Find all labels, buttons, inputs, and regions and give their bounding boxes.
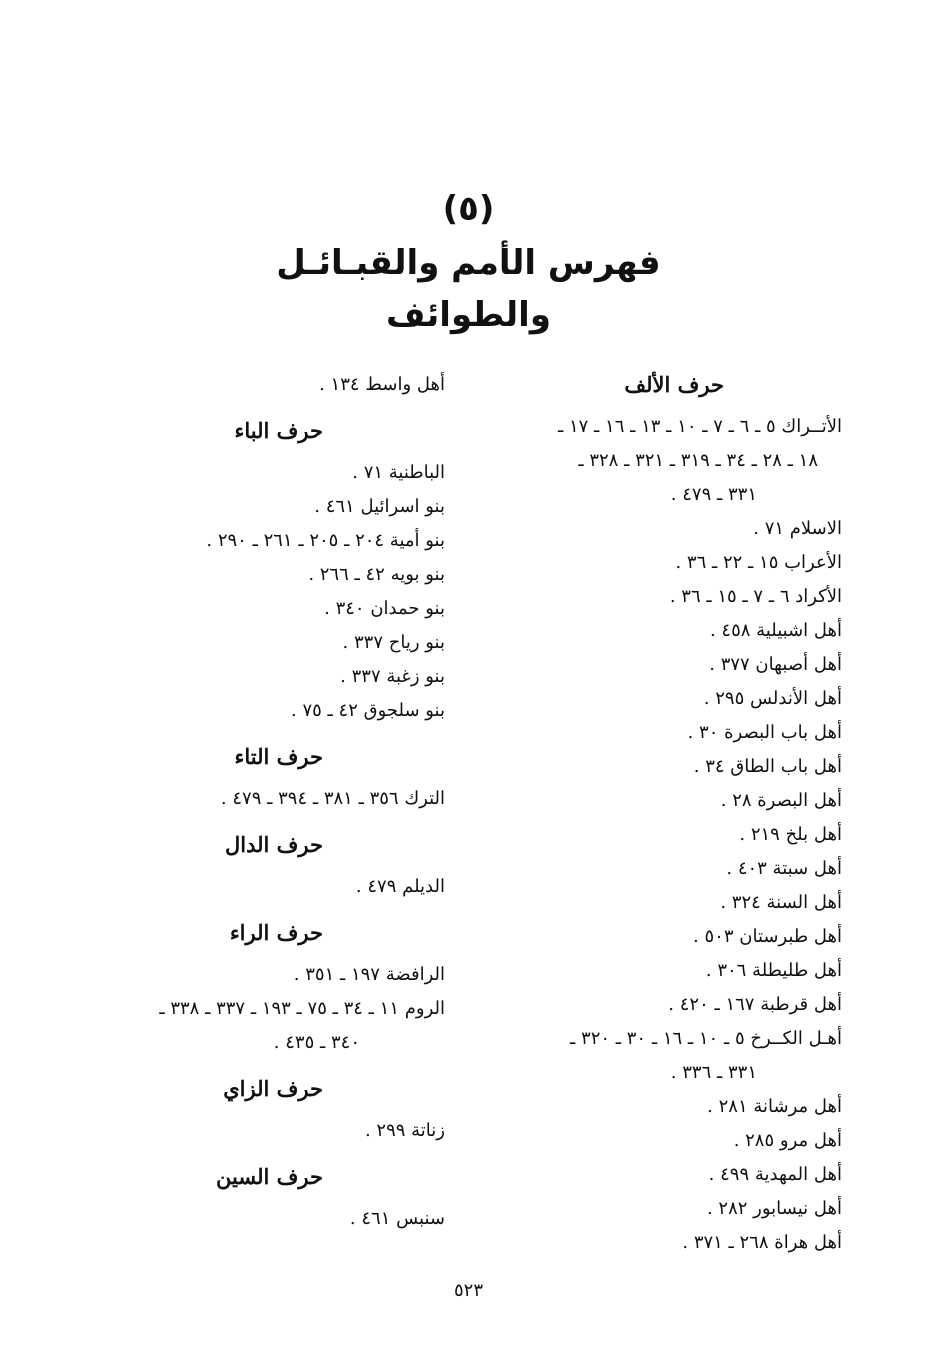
heading-gap <box>45 448 445 456</box>
heading-gap <box>45 774 445 782</box>
index-entry: أهل السنة ٣٢٤ . <box>720 892 842 913</box>
index-entry: زناتة ٢٩٩ . <box>364 1120 445 1141</box>
section-heading: حرف السين <box>216 1164 323 1189</box>
index-entry: أهل البصرة ٢٨ . <box>720 790 842 811</box>
index-entry: أهل واسط ١٣٤ . <box>319 374 445 395</box>
index-entry: أهل أصبهان ٣٧٧ . <box>709 654 842 675</box>
index-entry: أهل بلخ ٢١٩ . <box>739 824 842 845</box>
heading-gap <box>45 950 445 958</box>
index-entry: الأعراب ١٥ ـ ٢٢ ـ ٣٦ . <box>675 552 842 573</box>
index-entry: الباطنية ٧١ . <box>352 462 445 483</box>
heading-gap <box>482 402 842 410</box>
section-gap <box>45 728 445 740</box>
index-entry: أهل طليطلة ٣٠٦ . <box>705 960 842 981</box>
page-title-line-2: والطوائف <box>386 295 551 335</box>
index-entry: الروم ١١ ـ ٣٤ ـ ٧٥ ـ ١٩٣ ـ ٣٣٧ ـ ٣٣٨ ـ <box>159 998 445 1019</box>
section-gap <box>45 402 445 414</box>
index-entry-continuation: ٣٣١ ـ ٤٧٩ . <box>670 484 757 505</box>
heading-gap <box>45 1194 445 1202</box>
index-number: (٥) <box>442 189 495 229</box>
index-entry: أهل هراة ٢٦٨ ـ ٣٧١ . <box>682 1232 842 1253</box>
heading-gap <box>45 862 445 870</box>
section-heading: حرف الباء <box>234 418 323 443</box>
index-entry: أهل باب البصرة ٣٠ . <box>687 722 842 743</box>
index-entry: الترك ٣٥٦ ـ ٣٨١ ـ ٣٩٤ ـ ٤٧٩ . <box>220 788 445 809</box>
index-entry: أهل اشبيلية ٤٥٨ . <box>709 620 842 641</box>
index-entry: الأتــراك ٥ ـ ٦ ـ ٧ ـ ١٠ ـ ١٣ ـ ١٦ ـ ١٧ ـ <box>557 416 842 437</box>
index-entry: بنو أمية ٢٠٤ ـ ٢٠٥ ـ ٢٦١ ـ ٢٩٠ . <box>206 530 445 551</box>
index-entry: أهل مرشانة ٢٨١ . <box>707 1096 842 1117</box>
index-entry: الديلم ٤٧٩ . <box>355 876 445 897</box>
index-entry: بنو حمدان ٣٤٠ . <box>324 598 445 619</box>
index-entry: بنو اسرائيل ٤٦١ . <box>314 496 445 517</box>
section-heading: حرف الراء <box>229 920 323 945</box>
index-column-left <box>45 368 445 1236</box>
index-entry: الأكراد ٦ ـ ٧ ـ ١٥ ـ ٣٦ . <box>669 586 842 607</box>
section-gap <box>45 1148 445 1160</box>
page-title-line-1: فهرس الأمم والقبـائـل <box>276 243 661 283</box>
heading-gap <box>45 1106 445 1114</box>
index-column-right <box>482 368 842 1260</box>
section-heading: حرف التاء <box>234 744 323 769</box>
index-entry: أهل المهدية ٤٩٩ . <box>708 1164 842 1185</box>
section-heading: حرف الزاي <box>223 1076 323 1101</box>
index-entry: أهل باب الطاق ٣٤ . <box>693 756 842 777</box>
section-gap <box>45 904 445 916</box>
index-entry-continuation: ٣٤٠ ـ ٤٣٥ . <box>273 1032 360 1053</box>
index-entry: أهل مرو ٢٨٥ . <box>733 1130 842 1151</box>
section-gap <box>45 816 445 828</box>
index-entry: أهل طبرستان ٥٠٣ . <box>693 926 842 947</box>
index-entry: الاسلام ٧١ . <box>753 518 842 539</box>
index-entry: أهل نيسابور ٢٨٢ . <box>706 1198 842 1219</box>
section-heading: حرف الدال <box>225 832 323 857</box>
section-heading: حرف الألف <box>624 372 724 397</box>
index-entry: أهل سبتة ٤٠٣ . <box>726 858 842 879</box>
index-entry: أهل الأندلس ٢٩٥ . <box>703 688 842 709</box>
index-entry-continuation: ١٨ ـ ٢٨ ـ ٣٤ ـ ٣١٩ ـ ٣٢١ ـ ٣٢٨ ـ <box>578 450 818 471</box>
index-entry: بنو زغبة ٣٣٧ . <box>340 666 445 687</box>
page-number: ٥٢٣ <box>453 1280 483 1301</box>
index-entry: بنو بويه ٤٢ ـ ٢٦٦ . <box>308 564 445 585</box>
index-entry: بنو سلجوق ٤٢ ـ ٧٥ . <box>291 700 445 721</box>
index-entry: الرافضة ١٩٧ ـ ٣٥١ . <box>293 964 445 985</box>
index-entry: أهل قرطبة ١٦٧ ـ ٤٢٠ . <box>668 994 842 1015</box>
index-entry-continuation: ٣٣١ ـ ٣٣٦ . <box>670 1062 757 1083</box>
section-gap <box>45 1060 445 1072</box>
index-entry: بنو رياح ٣٣٧ . <box>342 632 445 653</box>
index-entry: سنبس ٤٦١ . <box>349 1208 445 1229</box>
index-entry: أهـل الكــرخ ٥ ـ ١٠ ـ ١٦ ـ ٣٠ ـ ٣٢٠ ـ <box>570 1028 842 1049</box>
